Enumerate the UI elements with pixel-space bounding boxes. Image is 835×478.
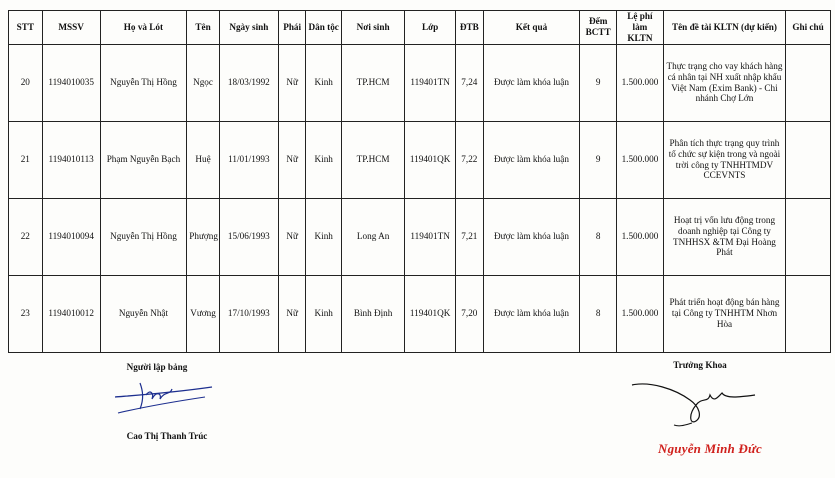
cell-phai: Nữ (278, 121, 306, 198)
header-dem-bctt: Đếm BCTT (580, 11, 617, 45)
cell-le-phi: 1.500.000 (617, 198, 664, 275)
cell-ghi-chu (786, 44, 831, 121)
dean-title: Trưởng Khoa (673, 360, 727, 370)
cell-ngay-sinh: 15/06/1993 (219, 198, 278, 275)
cell-ghi-chu (786, 198, 831, 275)
cell-ngay-sinh: 11/01/1993 (219, 121, 278, 198)
cell-ten: Huệ (187, 121, 220, 198)
cell-dtb: 7,20 (456, 275, 484, 352)
cell-stt: 20 (9, 44, 43, 121)
dean-name-block (625, 441, 795, 457)
cell-ten: Vương (187, 275, 220, 352)
cell-le-phi: 1.500.000 (617, 121, 664, 198)
header-mssv: MSSV (42, 11, 100, 45)
cell-ho-lot: Nguyễn Thị Hồng (100, 44, 187, 121)
cell-phai: Nữ (278, 275, 306, 352)
cell-le-phi: 1.500.000 (617, 44, 664, 121)
cell-ten: Ngọc (187, 44, 220, 121)
header-stt: STT (9, 11, 43, 45)
cell-stt: 23 (9, 275, 43, 352)
cell-mssv: 1194010012 (42, 275, 100, 352)
table-header-row (9, 11, 831, 45)
cell-ngay-sinh: 17/10/1993 (219, 275, 278, 352)
table-row (9, 44, 831, 121)
header-ngay-sinh: Ngày sinh (219, 11, 278, 45)
header-dtb: ĐTB (456, 11, 484, 45)
dean-signature-block (640, 360, 760, 370)
table-row (9, 275, 831, 352)
cell-ket-qua: Được làm khóa luận (483, 275, 580, 352)
cell-dan-toc: Kinh (306, 198, 342, 275)
header-phai: Phái (278, 11, 306, 45)
table-row (9, 198, 831, 275)
header-lop: Lớp (405, 11, 456, 45)
cell-le-phi: 1.500.000 (617, 275, 664, 352)
dean-name: Nguyễn Minh Đức (658, 441, 762, 456)
cell-lop: 119401TN (405, 198, 456, 275)
cell-ten-de-tai: Thực trạng cho vay khách hàng cá nhân tại NH xuất nhập khẩu Việt Nam (Exim Bank) - Chi nhánh Chợ Lớn (663, 44, 785, 121)
cell-dan-toc: Kinh (306, 275, 342, 352)
cell-ghi-chu (786, 121, 831, 198)
cell-stt: 21 (9, 121, 43, 198)
header-noi-sinh: Nơi sinh (342, 11, 405, 45)
cell-ket-qua: Được làm khóa luận (483, 121, 580, 198)
cell-ten: Phượng (187, 198, 220, 275)
cell-ten-de-tai: Hoạt trị vốn lưu động trong doanh nghiệp tại Công ty TNHHSX &TM Đại Hoàng Phát (663, 198, 785, 275)
cell-lop: 119401TN (405, 44, 456, 121)
cell-ho-lot: Nguyễn Nhật (100, 275, 187, 352)
cell-ghi-chu (786, 275, 831, 352)
cell-mssv: 1194010113 (42, 121, 100, 198)
cell-dem-bctt: 8 (580, 275, 617, 352)
header-ho-lot: Họ và Lót (100, 11, 187, 45)
cell-noi-sinh: Bình Định (342, 275, 405, 352)
header-ket-qua: Kết quả (483, 11, 580, 45)
cell-noi-sinh: TP.HCM (342, 44, 405, 121)
cell-ket-qua: Được làm khóa luận (483, 44, 580, 121)
cell-phai: Nữ (278, 198, 306, 275)
cell-dem-bctt: 8 (580, 198, 617, 275)
cell-noi-sinh: TP.HCM (342, 121, 405, 198)
table-row (9, 121, 831, 198)
cell-ten-de-tai: Phát triển hoạt động bán hàng tại Công ty TNHHTM Nhơn Hòa (663, 275, 785, 352)
cell-ngay-sinh: 18/03/1992 (219, 44, 278, 121)
cell-dtb: 7,21 (456, 198, 484, 275)
cell-dtb: 7,24 (456, 44, 484, 121)
preparer-signature-block (92, 362, 222, 372)
dean-signature-icon (630, 375, 760, 430)
cell-dem-bctt: 9 (580, 44, 617, 121)
cell-dtb: 7,22 (456, 121, 484, 198)
header-ten-de-tai: Tên đề tài KLTN (dự kiến) (663, 11, 785, 45)
cell-stt: 22 (9, 198, 43, 275)
cell-ten-de-tai: Phân tích thực trạng quy trình tổ chức sự kiện trong và ngoài trời công ty TNHHTMDV CCEVNTS (663, 121, 785, 198)
preparer-name-block (92, 431, 242, 441)
cell-mssv: 1194010035 (42, 44, 100, 121)
cell-noi-sinh: Long An (342, 198, 405, 275)
cell-ket-qua: Được làm khóa luận (483, 198, 580, 275)
cell-lop: 119401QK (405, 121, 456, 198)
header-le-phi: Lệ phí làm KLTN (617, 11, 664, 45)
preparer-signature-icon (110, 375, 220, 415)
header-ghi-chu: Ghi chú (786, 11, 831, 45)
student-thesis-table (8, 10, 831, 353)
cell-lop: 119401QK (405, 275, 456, 352)
header-dan-toc: Dân tộc (306, 11, 342, 45)
cell-phai: Nữ (278, 44, 306, 121)
cell-ho-lot: Nguyễn Thị Hồng (100, 198, 187, 275)
cell-dem-bctt: 9 (580, 121, 617, 198)
header-ten: Tên (187, 11, 220, 45)
preparer-title: Người lập bảng (126, 362, 188, 372)
cell-dan-toc: Kinh (306, 121, 342, 198)
cell-mssv: 1194010094 (42, 198, 100, 275)
cell-dan-toc: Kinh (306, 44, 342, 121)
cell-ho-lot: Phạm Nguyễn Bạch (100, 121, 187, 198)
preparer-name: Cao Thị Thanh Trúc (126, 431, 208, 441)
